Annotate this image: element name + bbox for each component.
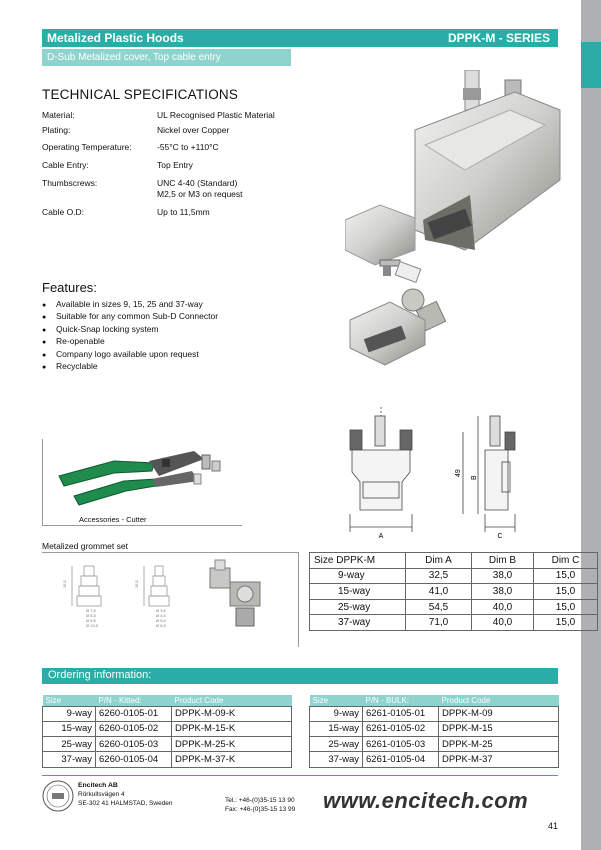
website-link[interactable]: www.encitech.com [323, 788, 529, 813]
svg-text:15,5: 15,5 [134, 580, 139, 588]
svg-text:Ø 7,5: Ø 7,5 [86, 608, 96, 613]
svg-text:B: B [471, 475, 478, 480]
grommet-title: Metalized grommet set [42, 541, 128, 551]
svg-text:Ø 4,5: Ø 4,5 [156, 613, 166, 618]
table-row: 25-way 6261-0105-03 DPPK-M-25 [310, 737, 559, 752]
cutter-caption: Accessories - Cutter [79, 515, 147, 524]
section-header [42, 29, 558, 47]
table-row: 9-way 6261-0105-01 DPPK-M-09 [310, 706, 559, 721]
series-title: DPPK-M - SERIES [447, 31, 550, 45]
table-header: Product Code [439, 695, 559, 706]
fax: Fax: +46-(0)35-15 13 99 [225, 806, 296, 813]
grommet-drawing [60, 558, 290, 636]
list-item: ● Recyclable [42, 360, 98, 371]
table-row: 37-way 6260-0105-04 DPPK-M-37-K [43, 752, 292, 767]
svg-text:Ø 3,5: Ø 3,5 [156, 608, 166, 613]
company-name: Encitech AB [78, 782, 118, 789]
svg-text:Ø 6,5: Ø 6,5 [156, 623, 166, 628]
tech-specs-title: TECHNICAL SPECIFICATIONS [42, 87, 239, 102]
table-header: P/N - Kitted: [96, 695, 172, 706]
table-row: 9-way 6260-0105-01 DPPK-M-09-K [43, 706, 292, 721]
table-row: 9-way 32,5 38,0 15,0 [310, 568, 598, 584]
table-header: Dim B [472, 553, 534, 569]
svg-text:Ø 8,5: Ø 8,5 [86, 613, 96, 618]
svg-text:Ø 10,5: Ø 10,5 [86, 623, 99, 628]
side-tab [581, 42, 601, 88]
contact-block [225, 796, 295, 814]
side-bar [581, 0, 601, 850]
dimensions-table [309, 552, 598, 631]
list-item: ● Quick-Snap locking system [42, 323, 159, 334]
product-image [345, 70, 580, 370]
list-item: ● Company logo available upon request [42, 348, 199, 359]
telephone: Tel.: +46-(0)35-15 13 90 [225, 797, 295, 804]
subheader: D-Sub Metalized cover, Top cable entry [42, 49, 291, 66]
city: SE-302 41 HALMSTAD, Sweden [78, 800, 173, 807]
table-header: P/N - BULK: [363, 695, 439, 706]
list-item: ● Suitable for any common Sub-D Connector [42, 311, 219, 322]
technical-drawing [330, 402, 560, 550]
table-row: 37-way 6261-0105-04 DPPK-M-37 [310, 752, 559, 767]
header-title: Metalized Plastic Hoods [47, 31, 184, 45]
table-header: Product Code [172, 695, 292, 706]
list-item: ● Re-openable [42, 336, 105, 347]
ordering-header: Ordering information: [42, 668, 558, 684]
table-header: Dim A [406, 553, 472, 569]
table-row: 25-way 54,5 40,0 15,0 [310, 599, 598, 615]
svg-text:Ø 5,5: Ø 5,5 [156, 618, 166, 623]
certificate-seal [42, 780, 74, 812]
svg-text:49: 49 [455, 469, 462, 477]
table-header: Size [310, 695, 363, 706]
table-row: 15-way 6261-0105-02 DPPK-M-15 [310, 721, 559, 736]
table-row: 15-way 41,0 38,0 15,0 [310, 584, 598, 600]
features-list [42, 298, 218, 372]
address-block [78, 781, 173, 808]
table-row: 25-way 6260-0105-03 DPPK-M-25-K [43, 737, 292, 752]
svg-text:C: C [497, 533, 503, 540]
table-header: Size DPPK-M [310, 553, 406, 569]
kitted-table [42, 695, 292, 768]
table-row: 37-way 71,0 40,0 15,0 [310, 615, 598, 631]
features-title: Features: [42, 280, 97, 295]
footer-divider [42, 775, 558, 776]
list-item: ● Available in sizes 9, 15, 25 and 37-way [42, 299, 203, 309]
svg-text:A: A [378, 533, 384, 540]
svg-text:Ø 9,5: Ø 9,5 [86, 618, 96, 623]
svg-text:15,5: 15,5 [62, 580, 67, 588]
table-row: 15-way 6260-0105-02 DPPK-M-15-K [43, 721, 292, 736]
cutter-frame [42, 439, 242, 526]
table-header: Size [43, 695, 96, 706]
street: Rörkullsvägen 4 [78, 791, 125, 798]
table-header: Dim C [534, 553, 598, 569]
bulk-table [309, 695, 559, 768]
page-number: 41 [548, 821, 559, 831]
